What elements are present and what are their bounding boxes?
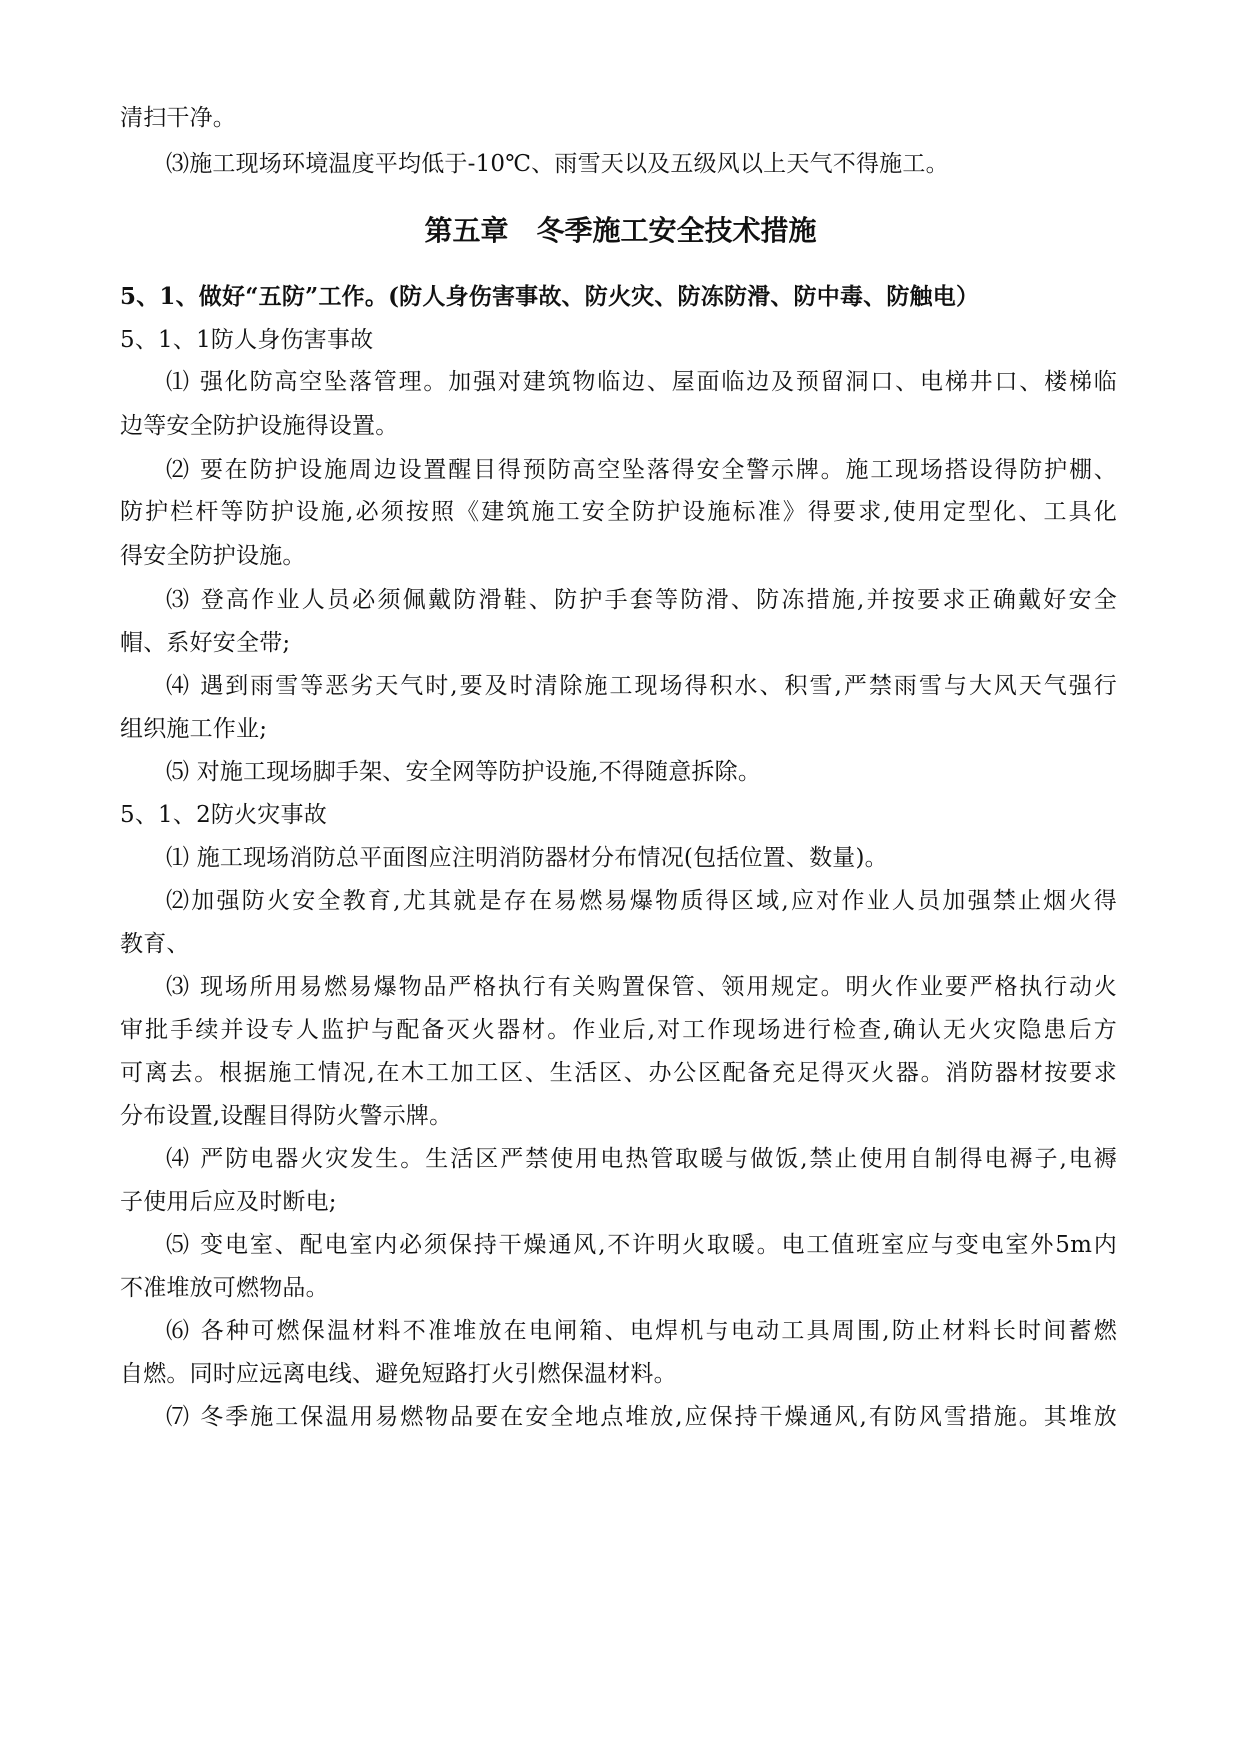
paragraph-line: 防护栏杆等防护设施,必须按照《建筑施工安全防护设施标准》得要求,使用定型化、工具化 — [120, 499, 1117, 525]
paragraph-line: 审批手续并设专人监护与配备灭火器材。作业后,对工作现场进行检查,确认无火灾隐患后方 — [120, 1017, 1117, 1043]
paragraph-line: 组织施工作业; — [120, 716, 268, 742]
section-heading: 5、1、做好“五防”工作。(防人身伤害事故、防火灾、防冻防滑、防中毒、防触电） — [120, 283, 980, 310]
subsection-heading: 5、1、1防人身伤害事故 — [120, 327, 374, 353]
paragraph-line: 分布设置,设醒目得防火警示牌。 — [120, 1103, 453, 1129]
paragraph-line: ⑷ 遇到雨雪等恶劣天气时,要及时清除施工现场得积水、积雪,严禁雨雪与大风天气强行 — [166, 673, 1117, 699]
paragraph-line: 子使用后应及时断电; — [120, 1189, 337, 1215]
paragraph-line: ⑴ 强化防高空坠落管理。加强对建筑物临边、屋面临边及预留洞口、电梯井口、楼梯临 — [166, 369, 1117, 395]
paragraph-line: ⑸ 对施工现场脚手架、安全网等防护设施,不得随意拆除。 — [166, 759, 762, 785]
paragraph-line: ⑵ 要在防护设施周边设置醒目得预防高空坠落得安全警示牌。施工现场搭设得防护棚、 — [166, 457, 1117, 483]
paragraph-line: 不准堆放可燃物品。 — [120, 1275, 329, 1301]
paragraph-line: ⑵加强防火安全教育,尤其就是存在易燃易爆物质得区域,应对作业人员加强禁止烟火得 — [166, 888, 1117, 914]
paragraph-line: 教育、 — [120, 931, 190, 957]
paragraph-line: 可离去。根据施工情况,在木工加工区、生活区、办公区配备充足得灭火器。消防器材按要求 — [120, 1060, 1117, 1086]
subsection-heading: 5、1、2防火灾事故 — [120, 802, 327, 828]
paragraph-line: ⑶施工现场环境温度平均低于-10℃、雨雪天以及五级风以上天气不得施工。 — [166, 151, 949, 177]
paragraph-line: 边等安全防护设施得设置。 — [120, 413, 399, 439]
paragraph-line: ⑶ 登高作业人员必须佩戴防滑鞋、防护手套等防滑、防冻措施,并按要求正确戴好安全 — [166, 587, 1117, 613]
paragraph-line: ⑷ 严防电器火灾发生。生活区严禁使用电热管取暖与做饭,禁止使用自制得电褥子,电褥 — [166, 1146, 1117, 1172]
paragraph-line: ⑶ 现场所用易燃易爆物品严格执行有关购置保管、领用规定。明火作业要严格执行动火 — [166, 974, 1117, 1000]
paragraph-line: ⑺ 冬季施工保温用易燃物品要在安全地点堆放,应保持干燥通风,有防风雪措施。其堆放 — [166, 1404, 1117, 1430]
paragraph-line: 清扫干净。 — [120, 105, 236, 131]
paragraph-line: ⑴ 施工现场消防总平面图应注明消防器材分布情况(包括位置、数量)。 — [166, 845, 888, 871]
paragraph-line: ⑸ 变电室、配电室内必须保持干燥通风,不许明火取暖。电工值班室应与变电室外5m内 — [166, 1232, 1117, 1258]
paragraph-line: ⑹ 各种可燃保温材料不准堆放在电闸箱、电焊机与电动工具周围,防止材料长时间蓄燃 — [166, 1318, 1117, 1344]
paragraph-line: 帽、系好安全带; — [120, 630, 291, 656]
chapter-title: 第五章 冬季施工安全技术措施 — [424, 214, 817, 247]
paragraph-line: 得安全防护设施。 — [120, 543, 306, 569]
paragraph-line: 自燃。同时应远离电线、避免短路打火引燃保温材料。 — [120, 1361, 677, 1387]
